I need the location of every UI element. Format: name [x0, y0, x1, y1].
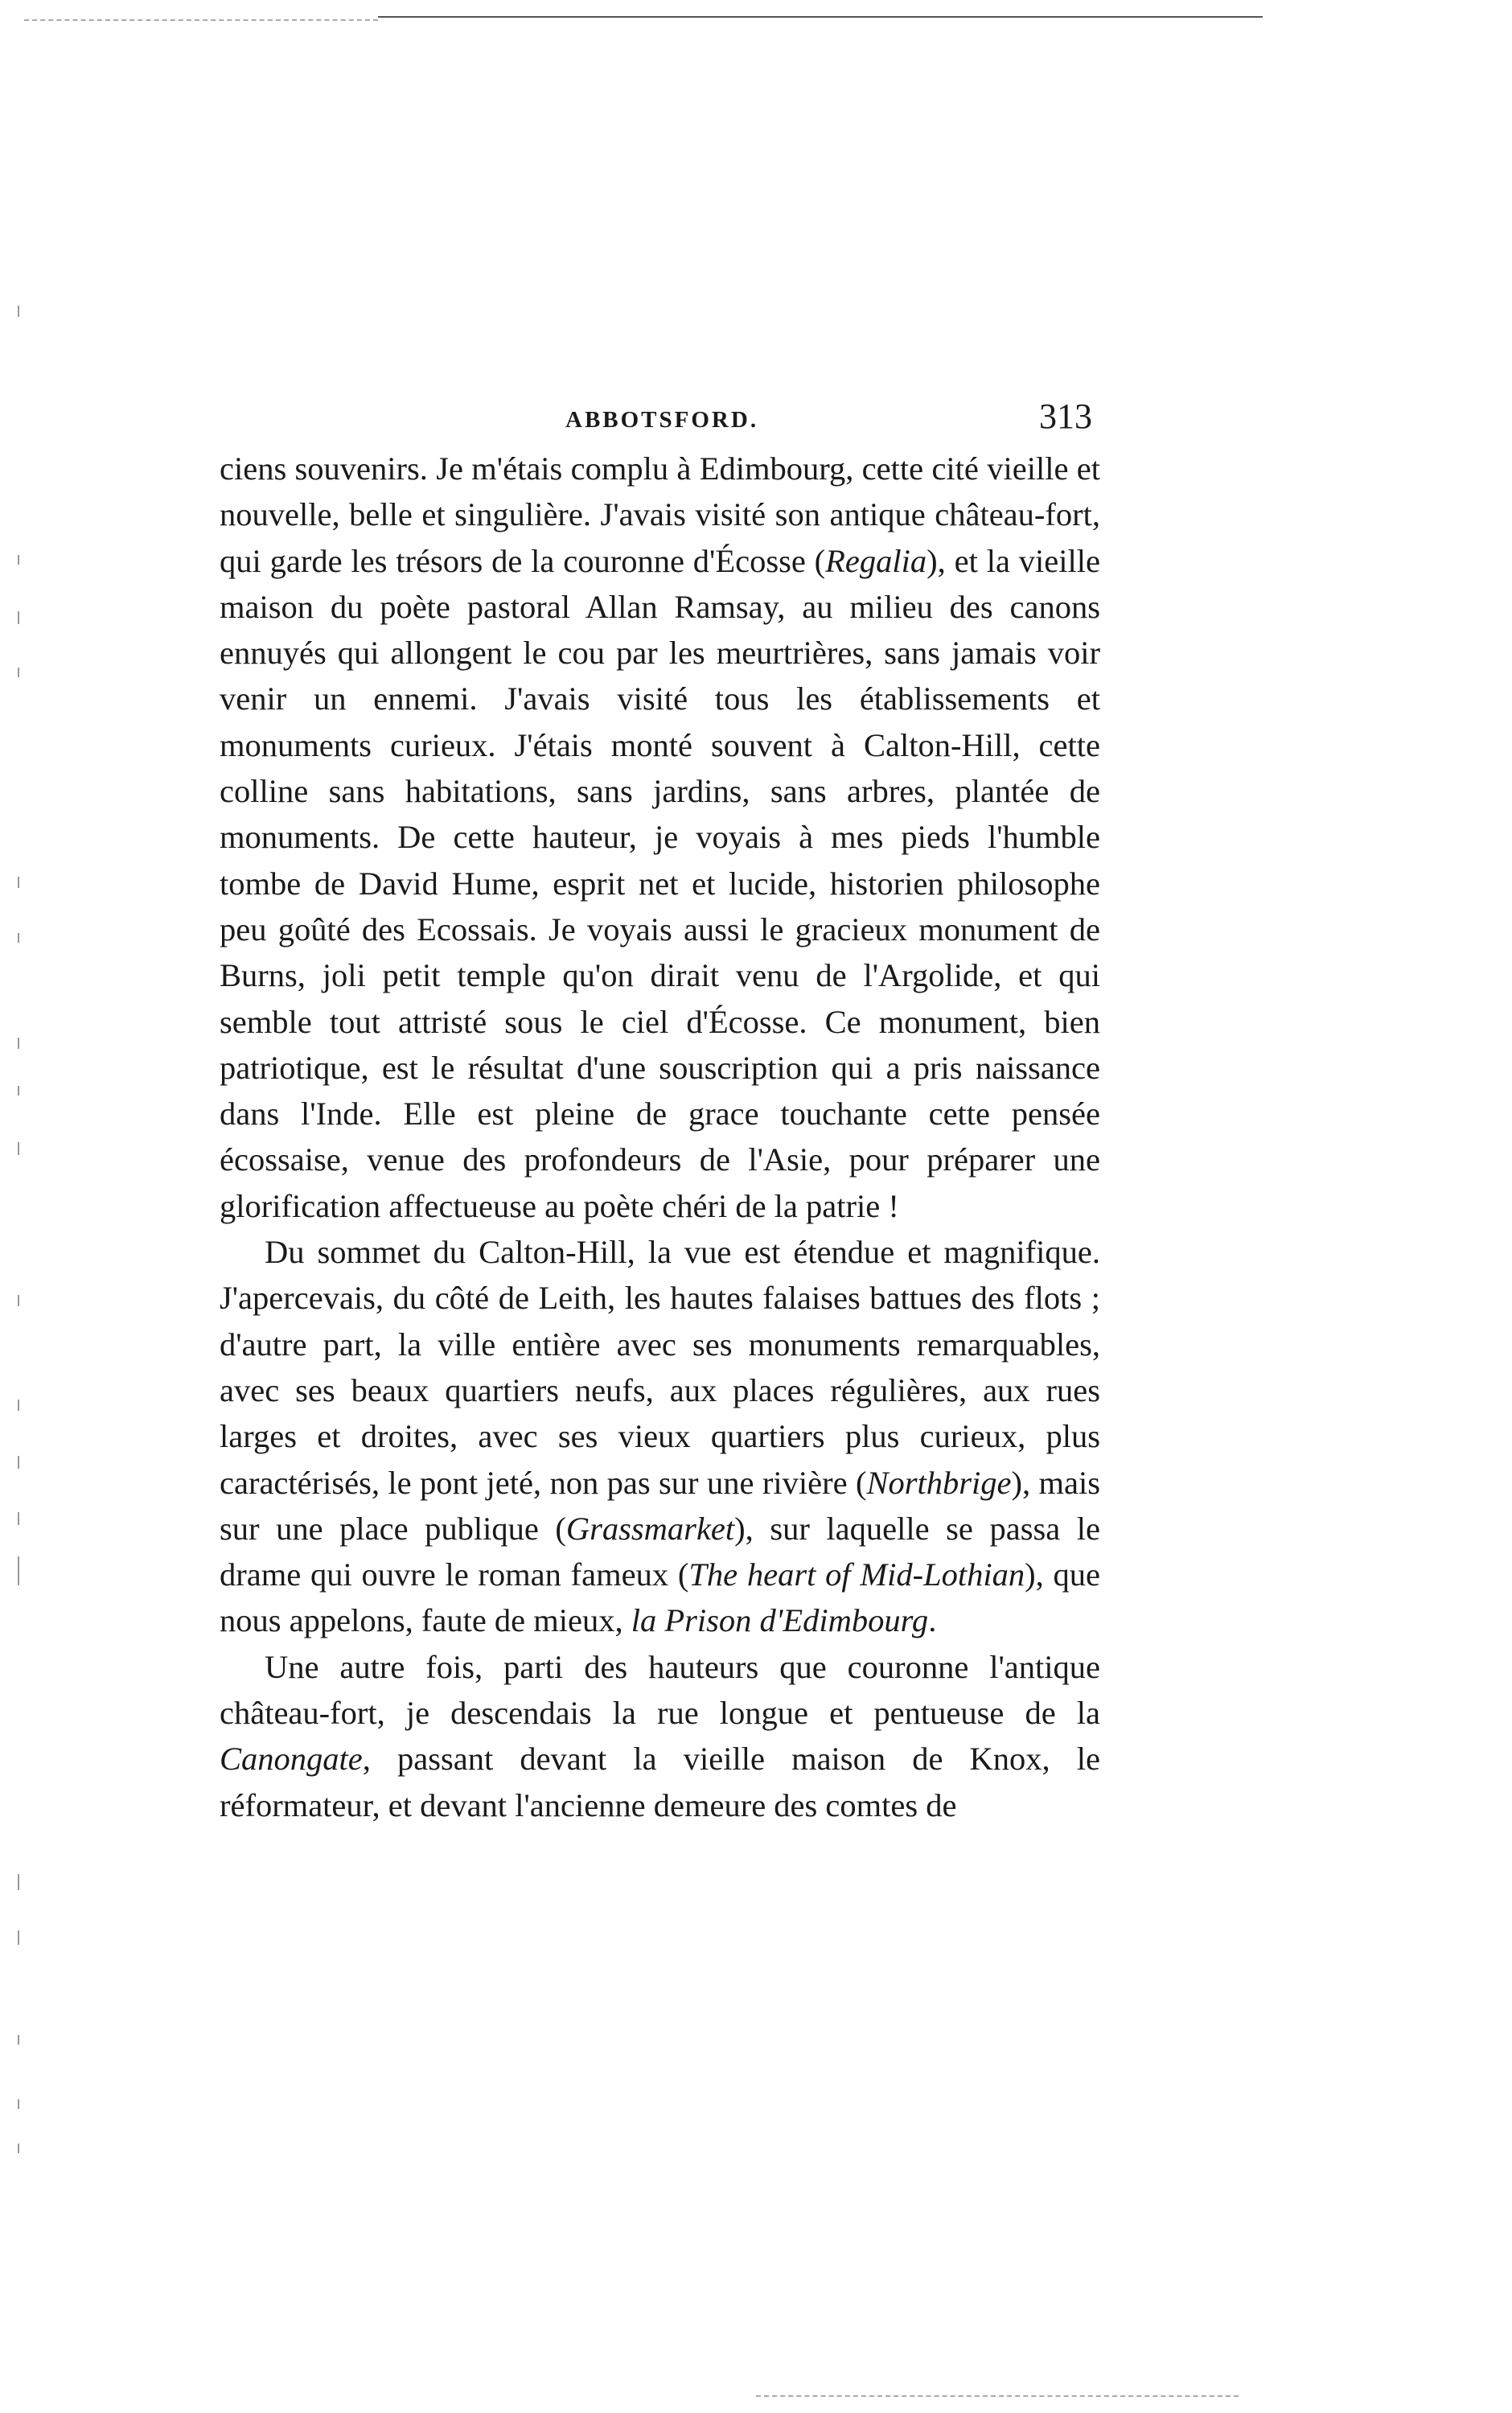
text-run: .: [928, 1602, 937, 1639]
scan-top-rule: [378, 16, 1263, 18]
body-text: [220, 446, 1100, 1828]
book-page: [220, 396, 1100, 1828]
text-run: ), sur laquelle se passa le drame qui ouvre le roman fameux (: [220, 1510, 1100, 1593]
italic-text: Northbrige: [866, 1464, 1012, 1501]
page-number: 313: [1039, 397, 1092, 436]
text-run: ciens souvenirs. Je m'étais complu à Edimbourg, cette cité vieille et nouvelle, belle et singulière. J'avais visité son antique château-fort, qui garde les trésors de la couronne d'Écosse (: [220, 450, 1100, 579]
paragraph: [220, 446, 1100, 1229]
italic-text: Grassmarket: [565, 1510, 735, 1547]
text-run: ), mais sur une place publique (: [220, 1464, 1100, 1547]
scan-bottom-rule: [756, 2395, 1239, 2397]
italic-text: Canongate: [220, 1741, 363, 1778]
scan-edge-rule: [24, 19, 378, 21]
text-run: , passant devant la vieille maison de Knox, le réformateur, et devant l'ancienne demeure des comtes de: [220, 1741, 1100, 1823]
italic-text: Regalia: [825, 542, 927, 579]
running-header: [220, 396, 1100, 446]
paragraph: [220, 1644, 1100, 1828]
paragraph: [220, 1229, 1100, 1644]
text-run: Une autre fois, parti des hauteurs que couronne l'antique château-fort, je descendais la rue longue et pentueuse de la: [220, 1648, 1100, 1732]
text-run: Du sommet du Calton-Hill, la vue est étendue et magnifique. J'apercevais, du côté de Leith, les hautes falaises battues des flots ; d'autre part, la ville entière avec ses monuments remarquables, avec ses beaux quartiers neufs, aux places régulières, aux rues larges et droites, avec ses vieux quartiers plus curieux, plus caractérisés, le pont jeté, non pas sur une rivière (: [220, 1234, 1100, 1501]
italic-text: The heart of Mid-Lothian: [688, 1556, 1025, 1593]
text-run: ), que nous appelons, faute de mieux,: [220, 1556, 1101, 1639]
italic-text: la Prison d'Edimbourg: [631, 1602, 929, 1639]
text-run: ), et la vieille maison du poète pastoral Allan Ramsay, au milieu des canons ennuyés qui allongent le cou par les meurtrières, sans jamais voir venir un ennemi. J'avais visité tous les établissements et monuments curieux. J'étais monté souvent à Calton-Hill, cette colline sans habitations, sans jardins, sans arbres, plantée de monuments. De cette hauteur, je voyais à mes pieds l'humble tombe de David Hume, esprit net et lucide, historien philosophe peu goûté des Ecossais. Je voyais aussi le gracieux monument de Burns, joli petit temple qu'on dirait venu de l'Argolide, et qui semble tout attristé sous le ciel d'Écosse. Ce monument, bien patriotique, est le résultat d'une souscription qui a pris naissance dans l'Inde. Elle est pleine de grace touchante cette pensée écossaise, venue des profondeurs de l'Asie, pour préparer une glorification affectueuse au poète chéri de la patrie !: [220, 542, 1100, 1224]
running-title: ABBOTSFORD.: [565, 407, 759, 433]
